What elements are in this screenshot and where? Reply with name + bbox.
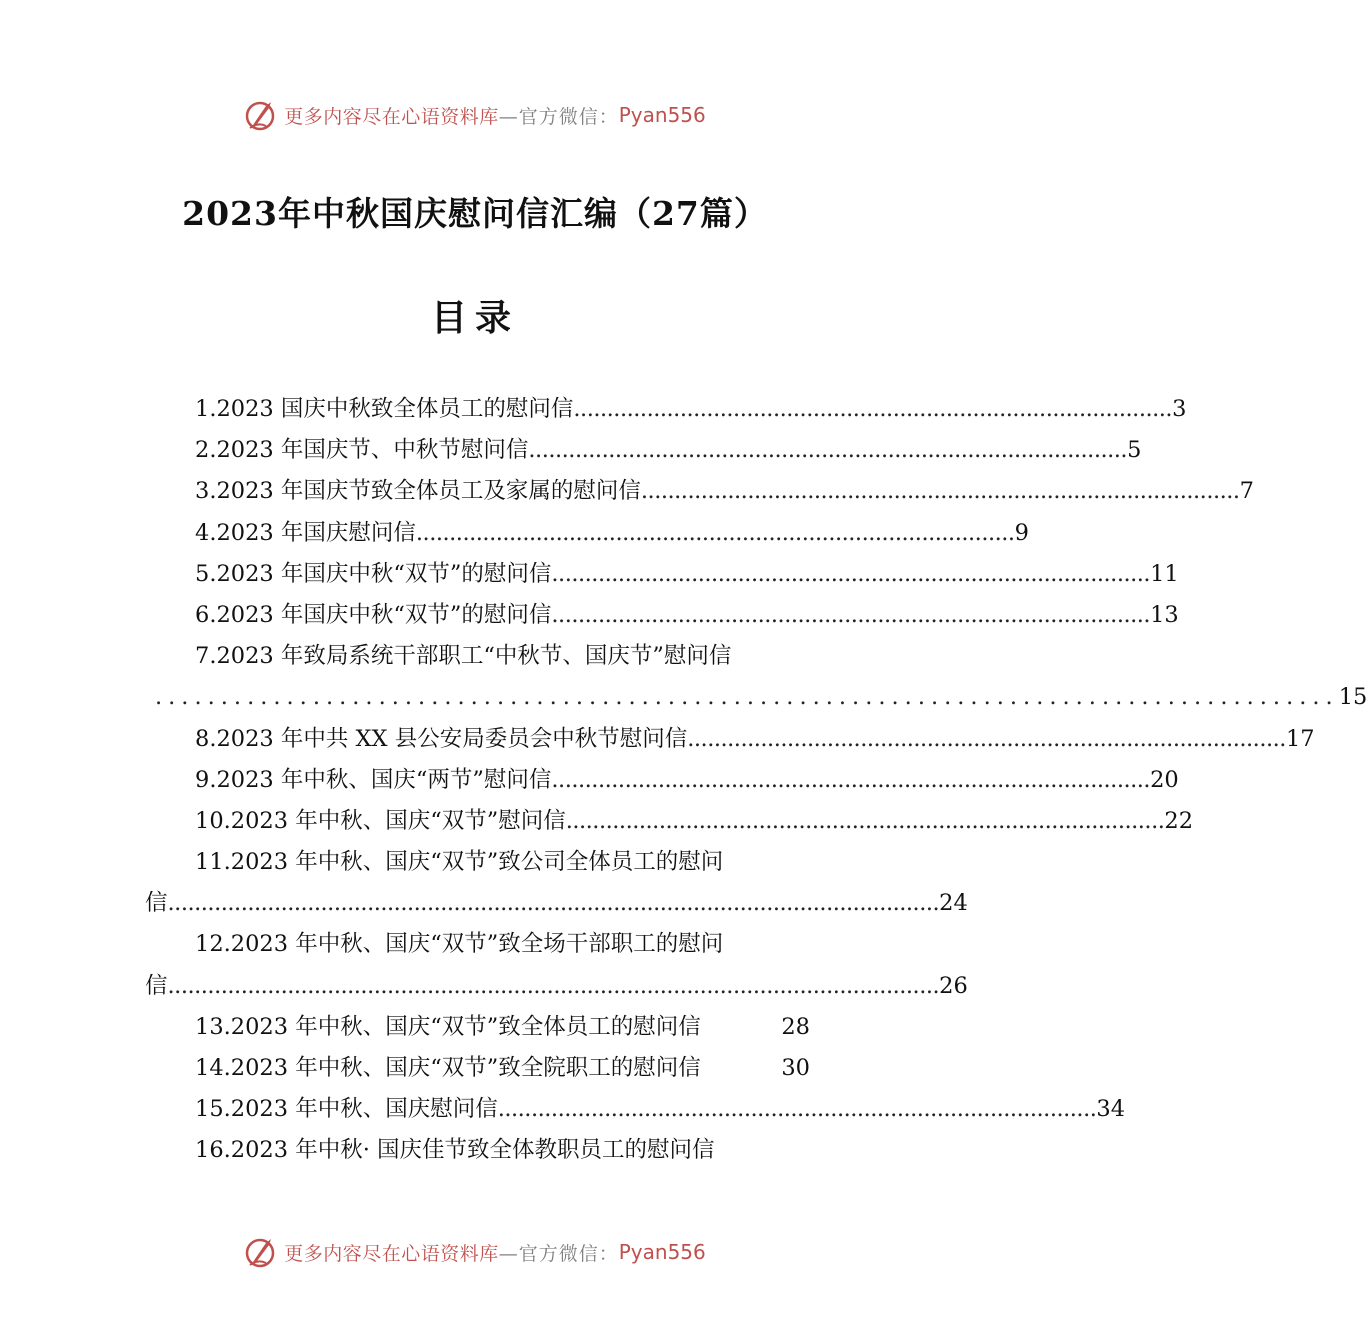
toc-entry-title: 3.2023 年国庆节致全体员工及家属的慰问信	[195, 478, 641, 505]
toc-page-number: 13	[1150, 601, 1179, 628]
toc-entry-title: 12.2023 年中秋、国庆“双节”致全场干部职工的慰问	[195, 931, 724, 958]
toc-leader: ..........................................................................................	[551, 560, 1151, 587]
toc-page-number: 20	[1150, 766, 1179, 793]
table-of-contents	[145, 389, 1367, 1172]
toc-entry-7[interactable]	[145, 636, 810, 677]
quill-logo-icon	[244, 1235, 278, 1269]
toc-entry-title: 7.2023 年致局系统干部职工“中秋节、国庆节”慰问信	[195, 643, 732, 670]
toc-entry-title: 8.2023 年中共 XX 县公安局委员会中秋节慰问信	[195, 725, 688, 752]
toc-entry-13[interactable]	[145, 1007, 810, 1048]
toc-leader: ....................................................................................................................	[167, 972, 940, 999]
toc-entry-6[interactable]	[145, 595, 1179, 636]
banner-main-text: 更多内容尽在心语资料库	[284, 1242, 499, 1265]
toc-entry-4[interactable]	[145, 513, 1029, 554]
toc-entry-title: 16.2023 年中秋· 国庆佳节致全体教职员工的慰问信	[195, 1137, 715, 1164]
toc-entry-14[interactable]	[145, 1048, 810, 1089]
toc-entry-10[interactable]	[145, 801, 1194, 842]
toc-entry-title: 10.2023 年中秋、国庆“双节”慰问信	[195, 807, 566, 834]
toc-entry-12[interactable]	[145, 924, 810, 965]
toc-heading: 目录	[430, 297, 519, 339]
toc-entry-12-continued[interactable]	[145, 966, 968, 1007]
toc-entry-title: 9.2023 年中秋、国庆“两节”慰问信	[195, 766, 552, 793]
banner-wechat-id: Pyan556	[618, 103, 706, 127]
toc-page-number: 5	[1127, 437, 1142, 464]
toc-entry-title: 信	[145, 890, 168, 917]
toc-leader: ....................................................................................................................	[167, 890, 940, 917]
footer-banner	[0, 1232, 950, 1272]
toc-entry-title: 信	[145, 972, 168, 999]
toc-leader: ..........................................................................................	[528, 437, 1128, 464]
toc-leader: ..........................................................................................	[415, 519, 1015, 546]
toc-entry-15[interactable]	[145, 1089, 1126, 1130]
toc-leader: ..........................................................................................	[687, 725, 1286, 752]
toc-leader: ..........................................................................................	[565, 807, 1165, 834]
header-banner	[0, 95, 950, 135]
document-title: 2023年中秋国庆慰问信汇编（27篇）	[182, 194, 768, 233]
toc-entry-title: 6.2023 年国庆中秋“双节”的慰问信	[195, 601, 552, 628]
toc-entry-title: 5.2023 年国庆中秋“双节”的慰问信	[195, 560, 552, 587]
toc-leader: ..........................................................................................	[497, 1096, 1097, 1123]
toc-leader: ..........................................................................................	[640, 478, 1240, 505]
toc-entry-11[interactable]	[145, 842, 810, 883]
toc-entry-8[interactable]	[145, 719, 1315, 760]
quill-logo-icon	[244, 98, 278, 132]
toc-leader: ..........................................................................................	[551, 766, 1151, 793]
toc-page-number: 7	[1239, 478, 1254, 505]
toc-entry-5[interactable]	[145, 554, 1179, 595]
toc-page-number: 30	[781, 1055, 810, 1081]
toc-page-number: 11	[1150, 560, 1179, 587]
toc-leader	[701, 1007, 782, 1048]
toc-entry-16[interactable]	[145, 1130, 810, 1171]
toc-page-number: 9	[1014, 519, 1029, 546]
toc-page-number: 28	[781, 1013, 810, 1040]
toc-entry-title: 14.2023 年中秋、国庆“双节”致全院职工的慰问信	[195, 1055, 701, 1081]
toc-page-number: 3	[1172, 396, 1187, 422]
toc-entry-11-continued[interactable]	[145, 883, 968, 924]
toc-entry-title: 1.2023 国庆中秋致全体员工的慰问信	[195, 396, 574, 422]
toc-entry-9[interactable]	[145, 760, 1179, 801]
toc-entry-title: 15.2023 年中秋、国庆慰问信	[195, 1096, 498, 1123]
toc-page-number: 24	[939, 890, 968, 917]
toc-leader	[701, 1048, 782, 1089]
toc-page-number: 15	[1338, 684, 1367, 711]
toc-page-number: 17	[1285, 725, 1315, 752]
banner-separator-text: —官方微信：	[498, 1242, 619, 1265]
toc-leader: ..........................................................................................	[573, 396, 1173, 422]
toc-entry-7-continued[interactable]	[145, 677, 1367, 718]
toc-leader: ..........................................................................................	[551, 601, 1151, 628]
toc-page-number: 22	[1164, 807, 1194, 834]
banner-separator-text: —官方微信：	[498, 105, 619, 128]
toc-entry-1[interactable]	[145, 389, 1187, 430]
toc-page-number: 34	[1096, 1096, 1126, 1123]
banner-main-text: 更多内容尽在心语资料库	[284, 105, 499, 128]
toc-leader: ..........................................................................................	[155, 684, 1339, 711]
toc-entry-2[interactable]	[145, 430, 1142, 471]
toc-entry-title: 11.2023 年中秋、国庆“双节”致公司全体员工的慰问	[195, 849, 724, 876]
toc-entry-title: 13.2023 年中秋、国庆“双节”致全体员工的慰问信	[195, 1013, 701, 1040]
toc-page-number: 26	[939, 972, 968, 999]
toc-entry-title: 2.2023 年国庆节、中秋节慰问信	[195, 437, 529, 464]
toc-entry-title: 4.2023 年国庆慰问信	[195, 519, 416, 546]
toc-entry-3[interactable]	[145, 471, 1254, 512]
banner-wechat-id: Pyan556	[618, 1240, 706, 1264]
